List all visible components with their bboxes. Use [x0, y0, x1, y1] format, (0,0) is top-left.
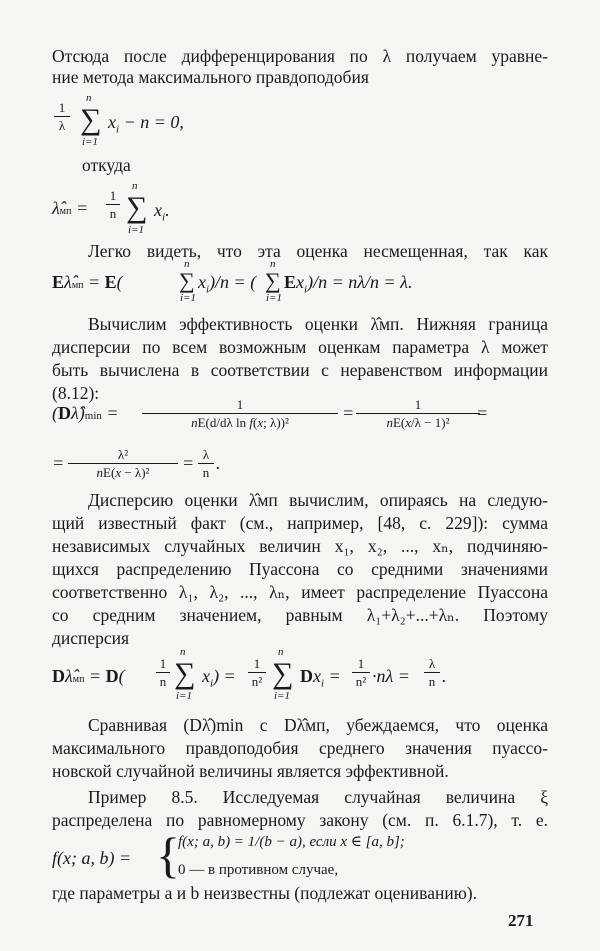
- text-line: независимых случайных величин x₁, x₂, ..., xₙ, подчиняю-: [52, 536, 548, 556]
- equation-uniform: f(x; a, b) = { f(x; a, b) = 1/(b − a), если x ∈ [a, b]; 0 — в противном случае,: [52, 827, 405, 883]
- text-line: ние метода максимального правдоподобия: [52, 67, 369, 87]
- text-line: со средним значением, равным λ₁+λ₂+...+λₙ. Поэтому: [52, 605, 548, 625]
- text-line: Дисперсию оценки λ̂мп вычислим, опираясь на следую-: [88, 490, 548, 510]
- text-line: Сравнивая (Dλ̂)min с Dλ̂мп, убеждаемся, что оценка: [88, 715, 548, 735]
- text-line: соответственно λ₁, λ₂, ..., λₙ, имеет распределение Пуассона: [52, 582, 548, 602]
- page-number: 271: [508, 911, 534, 930]
- text-line: новской случайной величины является эффективной.: [52, 761, 449, 781]
- text-line: Отсюда после дифференцирования по λ получаем уравне-: [52, 46, 548, 66]
- text-line: дисперсия: [52, 628, 130, 648]
- equation-estimate: λ̂мп = 1 n n ∑ i=1 $x_i$.: [52, 180, 170, 236]
- text-line: откуда: [82, 155, 131, 175]
- text-line: быть вычислена в соответствии с неравенством информации: [52, 360, 548, 380]
- text-line: Легко видеть, что эта оценка несмещенная, так как: [88, 241, 548, 261]
- equation-dmin: (Dλ̂)min = 1 nE(d/dλ ln f(x; λ))² = 1 nE(x/λ − 1)² = = λ² nE(x − λ)² = λ n .: [52, 397, 489, 480]
- text-line: (8.12):: [52, 383, 100, 403]
- equation-unbiased: Eλ̂мп = E( n ∑ i=1 $x_i)/n$ = ( n ∑ i=1 $Ex_i)/n = n\lambda/n = \lambda$.: [52, 258, 413, 304]
- equation-variance: Dλ̂мп = D( 1 n n ∑ i=1 $x_i$) = 1 n² n ∑ i=1 $Dx_i$ = 1 n² ·nλ = λ n .: [52, 646, 447, 702]
- text-line: максимального правдоподобия среднего значения пуассо-: [52, 738, 548, 758]
- text-line: Пример 8.5. Исследуемая случайная величина ξ: [88, 787, 548, 807]
- equation-likelihood: 1 λ n ∑ i=1 $x_i - n = 0$,: [52, 92, 252, 152]
- text-line: распределена по равномерному закону (см. п. 6.1.7), т. е.: [52, 810, 548, 830]
- text-line: где параметры a и b неизвестны (подлежат оцениванию).: [52, 883, 477, 903]
- text-line: дисперсии по всем возможным оценкам параметра λ может: [52, 337, 548, 357]
- text-line: щий известный факт (см., например, [48, с. 229]): сумма: [52, 513, 548, 533]
- text-line: щихся распределению Пуассона со средними значениями: [52, 559, 548, 579]
- text-line: Вычислим эффективность оценки λ̂мп. Нижняя граница: [88, 314, 548, 334]
